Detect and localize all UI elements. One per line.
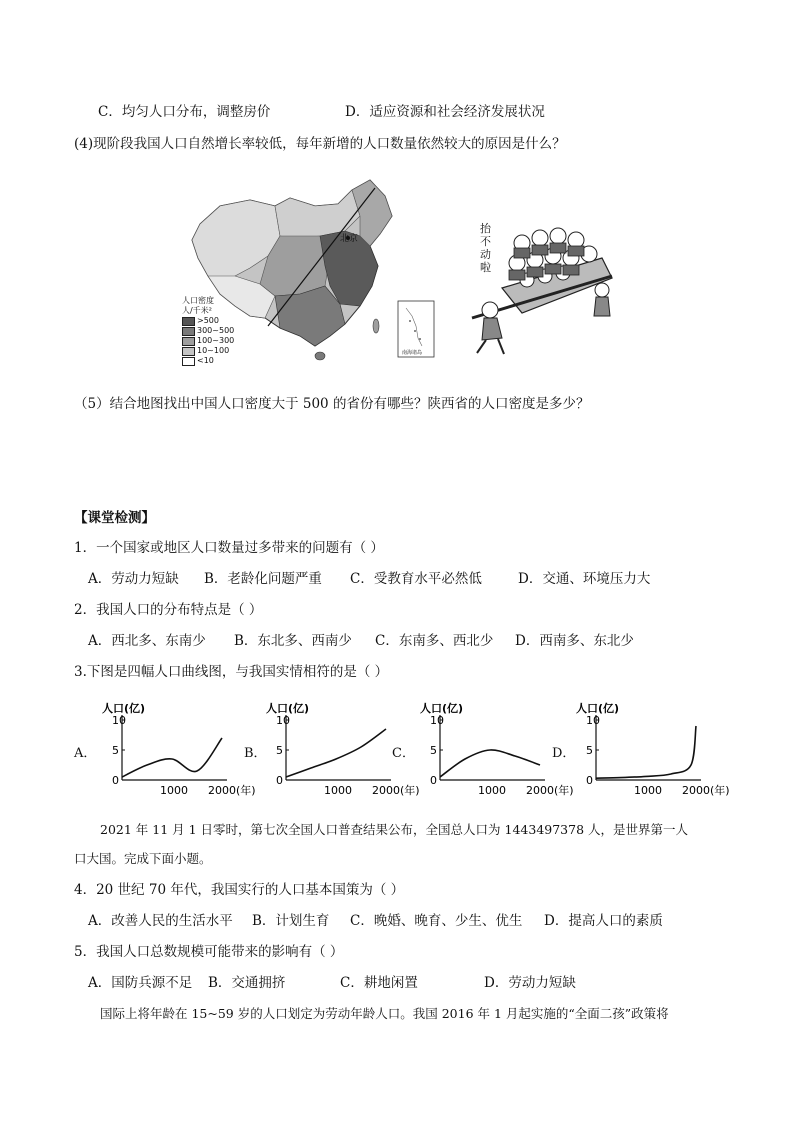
legend-swatch (182, 347, 195, 356)
q3-option-d: D．适应资源和社会经济发展状况 (345, 104, 545, 120)
x-tick-label: 1000 (478, 784, 506, 797)
overpopulation-cartoon (462, 218, 622, 358)
y-axis-label: 人口(亿) (102, 702, 146, 715)
y-tick-label: 10 (430, 714, 444, 727)
y-axis-label: 人口(亿) (420, 702, 464, 715)
x-tick-label: 1000 (634, 784, 662, 797)
legend-title-1: 人口密度 (182, 296, 214, 305)
x-tick-label: 2000(年) (682, 784, 730, 797)
legend-label: >500 (197, 316, 219, 325)
y-tick-label: 5 (430, 744, 437, 757)
legend-label: <10 (197, 356, 214, 365)
y-axis-label: 人口(亿) (266, 702, 310, 715)
mc-q2-option-c: C．东南多、西北少 (375, 633, 494, 649)
graph-letter-a: A． (74, 746, 97, 761)
x-tick-label: 2000(年) (526, 784, 574, 797)
y-tick-label: 5 (586, 744, 593, 757)
legend-title-2: 人/千米² (182, 306, 212, 315)
y-tick-label: 0 (276, 774, 283, 787)
y-tick-label: 10 (112, 714, 126, 727)
mc-q4-option-c: C．晚婚、晚育、少生、优生 (350, 913, 523, 929)
mc-q5-option-b: B．交通拥挤 (208, 975, 286, 991)
mc-q4-option-a: A．改善人民的生活水平 (88, 913, 233, 929)
mc-q5-option-d: D．劳动力短缺 (484, 975, 576, 991)
mc-q4-option-b: B．计划生育 (252, 913, 330, 929)
legend-label: 100~300 (197, 336, 235, 345)
legend-label: 10~100 (197, 346, 230, 355)
y-tick-label: 5 (276, 744, 283, 757)
population-curve (596, 726, 696, 778)
y-tick-label: 10 (276, 714, 290, 727)
mc-q1-option-c: C．受教育水平必然低 (350, 571, 482, 587)
passage-2-line-1: 国际上将年龄在 15~59 岁的人口划定为劳动年龄人口。我国 2016 年 1 月起实施的“全面二孩”政策将 (100, 1006, 669, 1021)
mc-question-3-stem: 3.下图是四幅人口曲线图，与我国实情相符的是（ ） (74, 664, 389, 680)
y-tick-label: 0 (586, 774, 593, 787)
y-tick-label: 5 (112, 744, 119, 757)
legend-label: 300~500 (197, 326, 235, 335)
population-graph-b (256, 698, 420, 803)
legend-row (182, 356, 234, 366)
x-tick-label: 1000 (324, 784, 352, 797)
legend-row (182, 316, 234, 326)
x-tick-label: 2000(年) (208, 784, 256, 797)
mc-q5-option-c: C．耕地闲置 (340, 975, 418, 991)
y-tick-label: 0 (112, 774, 119, 787)
legend-swatch (182, 317, 195, 326)
mc-question-2-stem: 2．我国人口的分布特点是（ ） (74, 602, 263, 618)
population-graph-c (410, 698, 574, 803)
y-tick-label: 10 (586, 714, 600, 727)
mc-q2-option-a: A．西北多、东南少 (88, 633, 206, 649)
legend-row (182, 346, 234, 356)
mc-q2-option-b: B．东北多、西南少 (234, 633, 352, 649)
mc-q1-option-d: D．交通、环境压力大 (518, 571, 651, 587)
passage-1-line-2: 口大国。完成下面小题。 (74, 851, 212, 866)
population-curve (286, 729, 386, 777)
mc-q1-option-b: B．老龄化问题严重 (204, 571, 322, 587)
question-4-text: (4)现阶段我国人口自然增长率较低，每年新增的人口数量依然较大的原因是什么？ (74, 136, 566, 152)
section-title: 【课堂检测】 (74, 510, 155, 526)
question-5-text: （5）结合地图找出中国人口密度大于 500 的省份有哪些？陕西省的人口密度是多少？ (74, 396, 590, 412)
mc-q4-option-d: D．提高人口的素质 (544, 913, 663, 929)
beijing-label: 北京 (340, 234, 359, 244)
mc-q2-option-d: D．西南多、东北少 (515, 633, 634, 649)
y-axis-label: 人口(亿) (576, 702, 620, 715)
population-graph-a (92, 698, 256, 803)
legend-swatch (182, 357, 195, 366)
passage-1-line-1: 2021 年 11 月 1 日零时，第七次全国人口普查结果公布，全国总人口为 1443497378 人，是世界第一人 (100, 822, 689, 837)
population-graph-d (566, 698, 730, 803)
population-curve (122, 738, 222, 777)
y-tick-label: 0 (430, 774, 437, 787)
map-legend (182, 296, 234, 366)
mc-question-1-stem: 1．一个国家或地区人口数量过多带来的问题有（ ） (74, 540, 384, 556)
graph-letter-b: B． (244, 746, 267, 761)
mc-q5-option-a: A．国防兵源不足 (88, 975, 193, 991)
graph-letter-d: D． (552, 746, 576, 761)
legend-row (182, 336, 234, 346)
x-tick-label: 2000(年) (372, 784, 420, 797)
mc-q1-option-a: A．劳动力短缺 (88, 571, 179, 587)
cartoon-caption: 抬不动啦 (480, 222, 491, 274)
graph-letter-c: C． (392, 746, 415, 761)
legend-row (182, 326, 234, 336)
mc-question-4-stem: 4．20 世纪 70 年代，我国实行的人口基本国策为（ ） (74, 882, 405, 898)
q3-option-c: C．均匀人口分布，调整房价 (98, 104, 271, 120)
legend-swatch (182, 337, 195, 346)
mc-question-5-stem: 5．我国人口总数规模可能带来的影响有（ ） (74, 944, 344, 960)
x-tick-label: 1000 (160, 784, 188, 797)
population-curve (440, 750, 540, 777)
legend-swatch (182, 327, 195, 336)
inset-caption: 南海诸岛 (402, 350, 423, 356)
